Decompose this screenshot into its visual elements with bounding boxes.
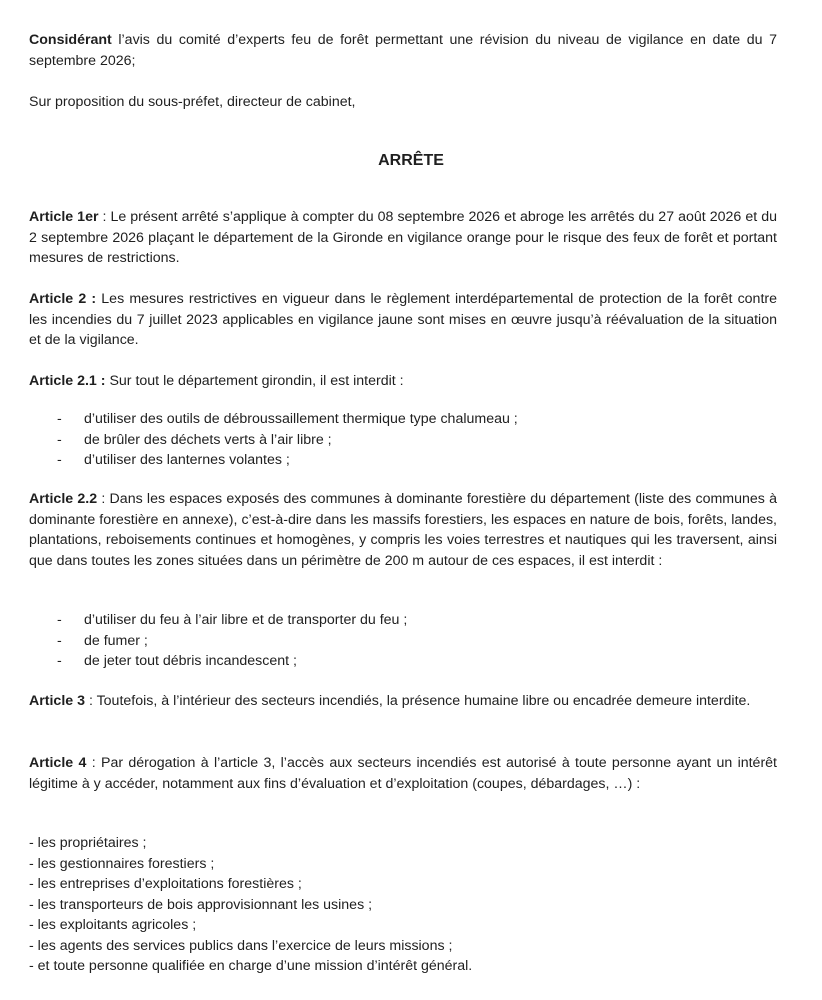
article-2-label: Article 2 :: [29, 291, 97, 307]
considerant-label: Considérant: [29, 32, 112, 48]
article-2-1-list: [57, 409, 757, 471]
proposition-paragraph: Sur proposition du sous-préfet, directeur de cabinet,: [29, 94, 356, 110]
article-2-text: Les mesures restrictives en vigueur dans le règlement interdépartemental de protection de la forêt contre les incendies du 7 juillet 2023 applicables en vigilance jaune sont mises en œuvre jusqu’à réévaluation de la situation et de la vigilance.: [29, 291, 778, 348]
list-item: - les gestionnaires forestiers ;: [29, 855, 215, 872]
article-4-label: Article 4: [29, 755, 87, 771]
list-item: - de jeter tout débris incandescent ;: [57, 651, 757, 672]
considerant-text: l’avis du comité d’experts feu de forêt permettant une révision du niveau de vigilance en date du 7 septembre 2026;: [29, 32, 777, 69]
list-item: - les entreprises d’exploitations forestières ;: [29, 876, 302, 892]
list-item: - les transporteurs de bois approvisionnant les usines ;: [29, 896, 373, 913]
list-item: - d’utiliser des outils de débroussaillement thermique type chalumeau ;: [57, 409, 757, 430]
article-1-paragraph: [29, 207, 777, 269]
article-2-2-text: : Dans les espaces exposés des communes à dominante forestière du département (liste des communes à dominante forestière en annexe), c’est-à-dire dans les massifs forestiers, les espaces en nature de bois, forêts, landes, plantations, reboisements continues et homogènes, y compris les voies terrestres et nautiques qui les traversent, ainsi que dans toutes les zones situées dans un périmètre de 200 m autour de ces espaces, il est interdit :: [29, 491, 777, 569]
article-2-1-text: Sur tout le département girondin, il est interdit :: [105, 373, 404, 389]
article-2-2-paragraph: [29, 489, 777, 571]
list-item: - les exploitants agricoles ;: [29, 917, 197, 933]
arrete-title: ARRÊTE: [378, 152, 444, 169]
article-2-1-label: Article 2.1 :: [29, 373, 106, 389]
article-3-text: : Toutefois, à l’intérieur des secteurs incendiés, la présence humaine libre ou encadrée demeure interdite.: [85, 693, 751, 709]
article-2-1-paragraph: [29, 371, 777, 392]
list-item: - d’utiliser des lanternes volantes ;: [57, 450, 757, 471]
list-item: - de fumer ;: [57, 631, 757, 652]
article-2-2-label: Article 2.2: [29, 491, 98, 507]
article-3-paragraph: [29, 691, 777, 712]
article-2-2-list: [57, 610, 757, 672]
article-1-text: : Le présent arrêté s’applique à compter du 08 septembre 2026 et abroge les arrêtés du 27 août 2026 et du 2 septembre 2026 plaçant le département de la Gironde en vigilance orange pour le risque des feux de forêt et portant mesures de restrictions.: [29, 209, 777, 266]
article-4-paragraph: [29, 753, 777, 794]
list-item: - les propriétaires ;: [29, 835, 147, 851]
list-item: - de brûler des déchets verts à l’air libre ;: [57, 430, 757, 451]
list-item: - et toute personne qualifiée en charge d’une mission d’intérêt général.: [29, 958, 473, 974]
considerant-paragraph: [29, 30, 777, 71]
list-item: - les agents des services publics dans l’exercice de leurs missions ;: [29, 937, 453, 954]
article-4-list: [29, 833, 769, 977]
article-2-paragraph: [29, 289, 777, 351]
list-item: - d’utiliser du feu à l’air libre et de transporter du feu ;: [57, 610, 757, 631]
article-4-text: : Par dérogation à l’article 3, l’accès aux secteurs incendiés est autorisé à toute personne ayant un intérêt légitime à y accéder, notamment aux fins d’évaluation et d’exploitation (coupes, débardages, …) :: [29, 755, 777, 792]
article-3-label: Article 3: [29, 693, 85, 709]
article-1-label: Article 1er: [29, 209, 99, 225]
